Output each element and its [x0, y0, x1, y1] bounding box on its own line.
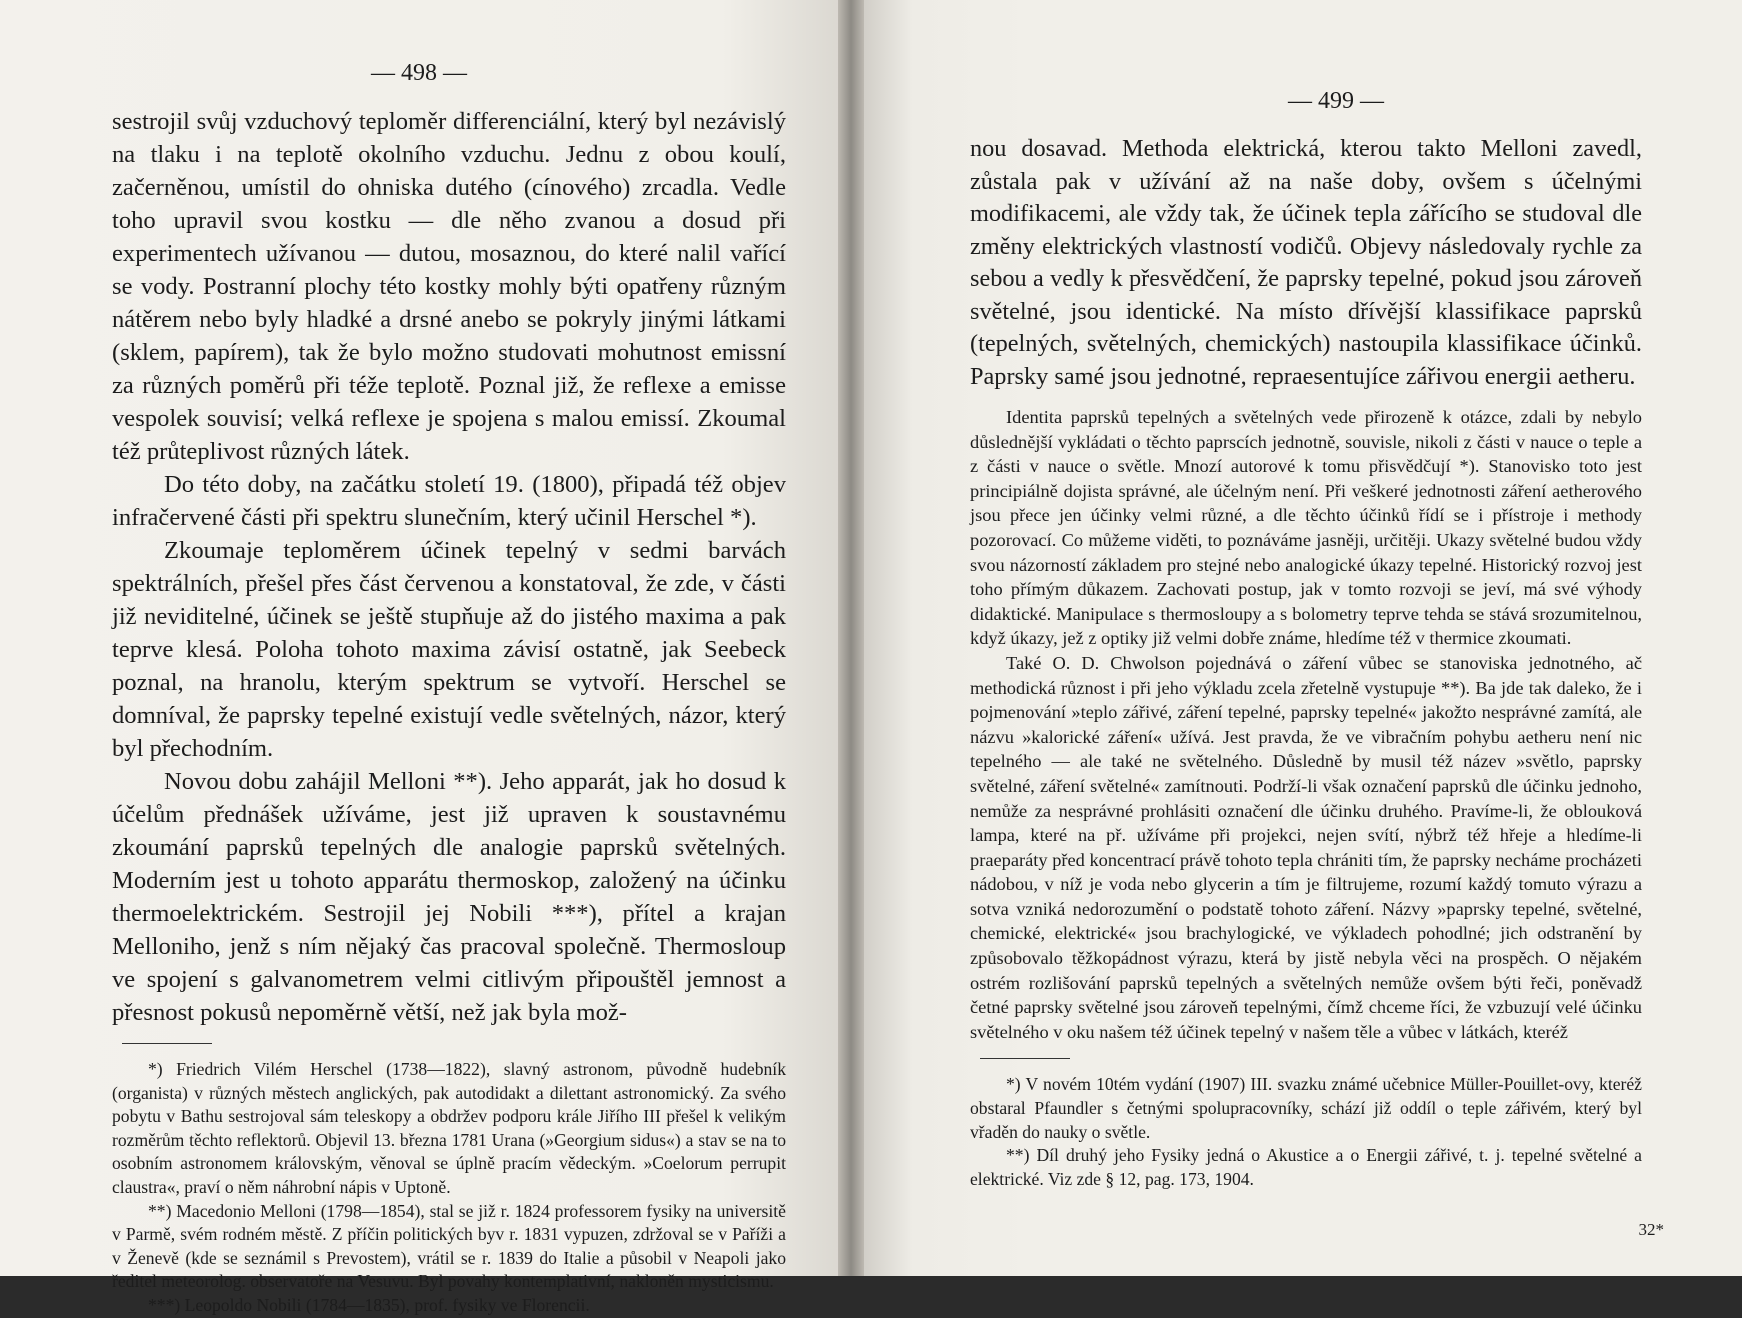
- footnote: *) V novém 10tém vydání (1907) III. svazku známé učebnice Müller-Pouillet-ovy, kteréž obstaral Pfaundler s četnými spolupracovníky, schází již oddíl o teple zářivém, který byl vřaděn do nauky o světle.: [970, 1074, 1642, 1142]
- book-gutter: [838, 0, 864, 1276]
- page-number-right: — 499 —: [1288, 88, 1384, 114]
- right-body-text: [970, 133, 1642, 393]
- footnote-rule: [122, 1043, 212, 1044]
- footnote-rule: [980, 1058, 1070, 1059]
- paragraph: nou dosavad. Methoda elektrická, kterou takto Melloni zavedl, zůstala pak v užívání až na naše doby, ovšem s účelnými modifikacemi, ale vždy tak, že účinek tepla zářícího se studoval dle změny elektrických vlastností vodičů. Objevy následovaly rychle za sebou a vedly k přesvědčení, že paprsky tepelné, pokud jsou zároveň světelné, jsou identické. Na místo dřívější klassifikace paprsků (tepelných, světelných, chemických) nastoupila klassifikace účinků. Paprsky samé jsou jednotné, repraesentujíce zářivou energii aetheru.: [970, 135, 1642, 390]
- left-body-text: [112, 105, 786, 1029]
- page-number-left: — 498 —: [371, 60, 467, 86]
- footnote: *) Friedrich Vilém Herschel (1738—1822), slavný astronom, původně hudebník (organista) v různých městech anglických, pak autodidakt a dilettant astronomický. Za svého pobytu v Bathu sestrojoval sám teleskopy a obdržev podporu krále Jiřího III přešel k velikým rozměrům těchto reflektorů. Objevil 13. března 1781 Urana (»Georgium sidus«) a stav se na to osobním astronomem královským, věnoval se úplně pracím vědeckým. »Coelorum perrupit claustra«, praví o něm náhrobní nápis v Uptoně.: [112, 1059, 786, 1197]
- page-right: [850, 0, 1742, 1276]
- small-paragraph: Také O. D. Chwolson pojednává o záření vůbec se stanoviska jednotného, ač methodická různost i při jeho výkladu zcela zřetelně vystupuje **). Ba jde tak daleko, že i pojmenování »teplo zářivé, záření tepelné, paprsky tepelné« jakožto nesprávné zamítá, ale názvu »kalorické záření« užívá. Jest pravda, že ve vibračním pohybu aetheru není nic tepelného — ale také ne světelného. Důsledně by musil též název »světlo, paprsky světelné, záření světelné« zamítnouti. Podrží-li však označení paprsků dle účinku jednoho, nemůže za nesprávné prohlásiti označení dle účinku druhého. Pravíme-li, že oblouková lampa, které na př. užíváme při projekci, nejen svítí, nýbrž též hřeje a hledíme-li praeparáty před koncentrací právě tohoto tepla chrániti tím, že paprsky necháme procházeti nádobou, v níž je voda nebo glycerin a tím je filtrujeme, rozumí každý tomuto výrazu a sotva vzniká nedorozumění o podstatě tohoto záření. Názvy »paprsky tepelné, světelné, chemické, elektrické« jsou brachylogické, ve výkladech pohodlné; jich odstranění by způsobovalo těžkopádnost výrazu, která by jistě nebyla věci na prospěch. O nějakém ostrém rozlišování paprsků tepelných a světelných nemůže ovšem býti řeči, poněvadž četné paprsky světelné jsou zároveň tepelnými, čímž chceme říci, že vzbuzují velé účinku světelného v oku našem též účinek tepelný v našem těle a vůbec v látkách, kteréž: [970, 652, 1642, 1042]
- paragraph: Novou dobu zahájil Melloni **). Jeho apparát, jak ho dosud k účelům přednášek užíváme, jest již upraven k soustavnému zkoumání paprsků tepelných dle analogie paprsků světelných. Moderním jest u tohoto apparátu thermoskop, založený na účinku thermoelektrickém. Sestrojil jej Nobili ***), přítel a krajan Melloniho, jenž s ním nějaký čas pracoval společně. Thermosloup ve spojení s galvanometrem velmi citlivým připouštěl jemnost a přesnost pokusů nepoměrně větší, než jak byla mož-: [112, 768, 786, 1026]
- right-footnotes: [970, 1073, 1642, 1191]
- paragraph: Zkoumaje teploměrem účinek tepelný v sedmi barvách spektrálních, přešel přes část červenou a konstatoval, že zde, v části již neviditelné, účinek se ještě stupňuje až do jistého maxima a pak teprve klesá. Poloha tohoto maxima závisí ostatně, jak Seebeck poznal, na hranolu, kterým spektrum se vytvoří. Herschel se domníval, že paprsky tepelné existují vedle světelných, názor, který byl přechodním.: [112, 537, 786, 762]
- right-small-print: [970, 405, 1642, 1044]
- small-paragraph: Identita paprsků tepelných a světelných vede přirozeně k otázce, zdali by nebylo důslednější vykládati o těchto paprscích jednotně, souvisle, nikoli z části v nauce o teple a z části v nauce o světle. Mnozí autorové k tomu přisvědčují *). Stanovisko toto jest principiálně dojista správné, ale účelným není. Při veškeré jednotnosti záření aetherového jsou přece jen účinky velmi různé, a dle těchto účinků řídí se i přístroje i methody pozorovací. Co můžeme viděti, to poznáváme jasněji, určitěji. Ukazy světelné budou vždy svou názorností základem pro stejné nebo analogické úkazy tepelné. Historický rozvoj jest toho přímým důkazem. Zachovati postup, jak v tomto rozvoji se jeví, má své výhody didaktické. Manipulace s thermosloupy a s bolometry teprve tehda se stává srozumitelnou, když úkazy, jež z optiky již velmi dobře známe, hledíme též v thermice zkoumati.: [970, 407, 1642, 649]
- paragraph: sestrojil svůj vzduchový teploměr differenciální, který byl nezávislý na tlaku i na teplotě okolního vzduchu. Jednu z obou koulí, začerněnou, umístil do ohniska dutého (cínového) zrcadla. Vedle toho upravil svou kostku — dle něho zvanou a dosud při experimentech užívanou — dutou, mosaznou, do které nalil vařící se vody. Postranní plochy této kostky mohly býti opatřeny různým nátěrem nebo byly hladké a drsné anebo se pokryly jinými látkami (sklem, papírem), tak že bylo možno studovati mohutnost emissní za různých poměrů při téže teplotě. Poznal již, že reflexe a emisse vespolek souvisí; velká reflexe je spojena s malou emissí. Zkoumal též průteplivost různých látek.: [112, 108, 786, 465]
- left-footnotes: [112, 1058, 786, 1318]
- footnote: ***) Leopoldo Nobili (1784—1835), prof. fysiky ve Florencii.: [148, 1294, 590, 1315]
- paragraph: Do této doby, na začátku století 19. (1800), připadá též objev infračervené části při spektru slunečním, který učinil Herschel *).: [112, 471, 786, 531]
- footnote: **) Díl druhý jeho Fysiky jedná o Akustice a o Energii zářivé, t. j. tepelné světelné a elektrické. Viz zde § 12, pag. 173, 1904.: [970, 1145, 1642, 1189]
- page-left: [0, 0, 850, 1315]
- footnote: **) Macedonio Melloni (1798—1854), stal se již r. 1824 professorem fysiky na universitě v Parmě, svém rodném městě. Z příčin politických byv r. 1831 vypuzen, zdržoval se v Paříži a v Ženevě (kde se seznámil s Prevostem), vrátil se r. 1839 do Italie a působil v Neapoli jako ředitel meteorolog. observatoře na Vesuvu. Byl povahy kontemplativní, nakloněn mysticismu.: [112, 1200, 786, 1292]
- printer-signature: 32*: [1638, 1220, 1664, 1239]
